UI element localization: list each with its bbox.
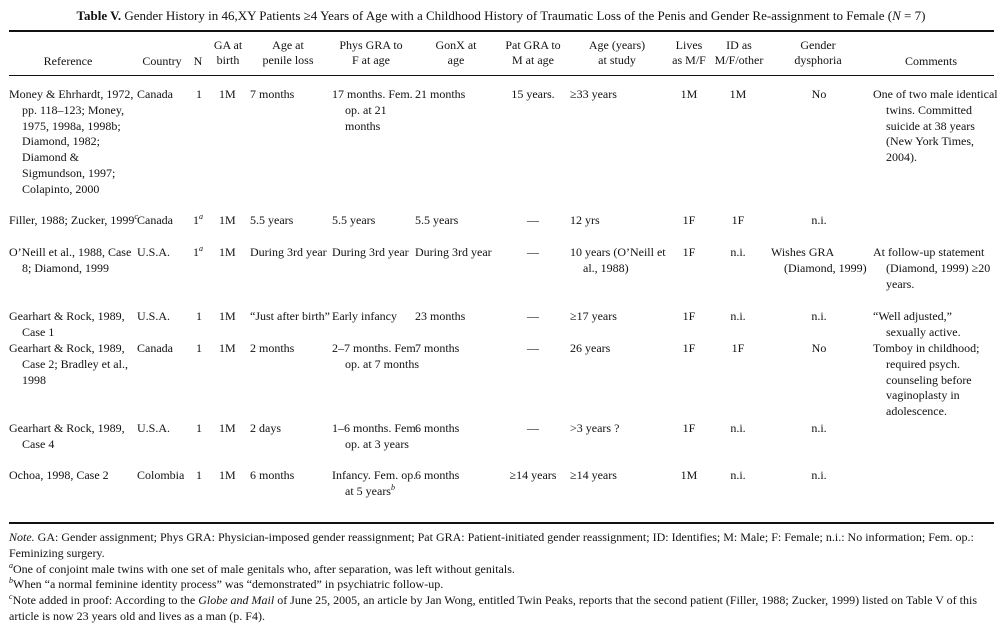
caption-n-symbol: N [892, 8, 901, 23]
footnote-b [9, 577, 995, 593]
cell-n-value: 1 [196, 421, 202, 435]
cell-ga: 1M [219, 421, 236, 435]
cell-country: Canada [137, 87, 173, 101]
cell-ga: 1M [219, 87, 236, 101]
cell-id: n.i. [730, 245, 746, 259]
cell-n-value: 1 [196, 468, 202, 482]
header-id-line1: ID as [726, 38, 752, 52]
footnote-marker-a: a [199, 244, 203, 253]
cell-comments: “Well adjusted,” sexually active. [873, 309, 961, 339]
header-lives-line2: as M/F [672, 53, 706, 67]
cell-lives: 1F [682, 341, 696, 355]
header-dysphoria [774, 38, 862, 68]
cell-n [196, 421, 208, 437]
cell-lives: 1M [680, 468, 698, 482]
cell-country: U.S.A. [137, 421, 171, 435]
table-notes [9, 530, 995, 625]
cell-reference: O’Neill et al., 1988, Case 8; Diamond, 1999 [9, 245, 132, 275]
bottom-rule [9, 522, 994, 524]
cell-gonx: 21 months [415, 87, 466, 101]
cell-dysphoria: Wishes GRA (Diamond, 1999) [771, 245, 867, 275]
cell-n [196, 341, 208, 357]
table-label: Table V. [76, 8, 122, 23]
cell-age-loss: 6 months [250, 468, 295, 482]
cell-age-loss: 2 days [250, 421, 281, 435]
cell-country: Colombia [137, 468, 185, 482]
cell-pat-gra: — [527, 421, 539, 435]
header-pat-gra-line2: M at age [512, 53, 554, 67]
cell-comments: Tomboy in childhood; required psych. counseling before vaginoplasty in adolescence. [873, 341, 980, 419]
header-id [711, 38, 767, 68]
header-n: N [193, 54, 203, 68]
cell-phys-gra: 2–7 months. Fem. op. at 7 months [332, 341, 419, 371]
cell-ga: 1M [219, 245, 236, 259]
cell-id: n.i. [730, 309, 746, 323]
cell-ga: 1M [219, 468, 236, 482]
header-dysphoria-line1: Gender [800, 38, 836, 52]
header-id-line2: M/F/other [714, 53, 764, 67]
cell-pat-gra: 15 years. [511, 87, 555, 101]
header-gonx-line1: GonX at [435, 38, 477, 52]
cell-n [193, 245, 209, 261]
header-ga-line2: birth [216, 53, 240, 67]
cell-reference: Gearhart & Rock, 1989, Case 2; Bradley et al., 1998 [9, 341, 128, 387]
header-age-loss [252, 38, 324, 68]
cell-n-value: 1 [193, 213, 199, 227]
cell-id: 1M [729, 87, 747, 101]
cell-gonx: 23 months [415, 309, 466, 323]
header-phys-gra-line1: Phys GRA to [339, 38, 403, 52]
footnote-marker-c: c [134, 212, 138, 221]
cell-id: 1F [731, 213, 745, 227]
note-text: GA: Gender assignment; Phys GRA: Physician-imposed gender reassignment; Pat GRA: Patient-initiated gender reassignment; ID: Identifies; M: Male; F: Female; n.i.: No information; Fem. op.: Feminizing surgery. [9, 530, 974, 560]
cell-lives: 1F [682, 309, 696, 323]
header-gonx-line2: age [447, 53, 465, 67]
header-phys-gra-line2: F at age [352, 53, 390, 67]
cell-n-value: 1 [196, 341, 202, 355]
cell-gonx: 6 months [415, 468, 460, 482]
cell-gonx: During 3rd year [415, 245, 492, 259]
cell-id: n.i. [730, 468, 746, 482]
cell-phys-gra: 5.5 years [332, 213, 376, 227]
footnote-a [9, 562, 995, 578]
cell-id: n.i. [730, 421, 746, 435]
cell-dysphoria: No [811, 341, 827, 355]
footnote-b-text: When “a normal feminine identity process” was “demonstrated” in psychiatric follow-up. [13, 577, 444, 592]
footnote-marker-a: a [199, 212, 203, 221]
footnote-c-text-2: of June 25, 2005, an article by Jan Wong, entitled Twin Peaks, reports that the second patient (Filler, 1988; Zucker, 1999) listed on Table V of this article is now 23 years old and lives as a man (p. F4). [9, 593, 978, 623]
cell-age-study: ≥14 years [570, 468, 617, 482]
cell-age-study: ≥33 years [570, 87, 617, 101]
footnote-c-mark: c [9, 592, 13, 602]
cell-lives: 1F [682, 245, 696, 259]
header-rule [9, 75, 994, 76]
cell-country: U.S.A. [137, 245, 171, 259]
cell-age-study: 12 yrs [570, 213, 600, 227]
header-gonx [418, 38, 494, 68]
cell-reference [9, 213, 140, 229]
cell-comments: One of two male identical twins. Committed suicide at 38 years (New York Times, 2004). [873, 87, 998, 165]
cell-pat-gra: — [527, 213, 539, 227]
caption-n-value: = 7) [900, 8, 926, 23]
footnote-c [9, 593, 995, 625]
cell-ga: 1M [219, 309, 236, 323]
cell-reference-text: Filler, 1988; Zucker, 1999 [9, 213, 135, 227]
cell-phys-gra [332, 468, 419, 500]
cell-dysphoria: n.i. [811, 213, 827, 227]
cell-reference: Money & Ehrhardt, 1972, pp. 118–123; Money, 1975, 1998a, 1998b; Diamond, 1982; Diamond & Sigmundson, 1997; Colapinto, 2000 [9, 87, 134, 196]
cell-n [196, 309, 208, 325]
header-age-loss-line1: Age at [272, 38, 304, 52]
cell-comments: At follow-up statement (Diamond, 1999) ≥20 years. [873, 245, 991, 291]
cell-reference: Gearhart & Rock, 1989, Case 4 [9, 421, 125, 451]
cell-id: 1F [731, 341, 745, 355]
cell-gonx: 6 months [415, 421, 460, 435]
header-pat-gra-line1: Pat GRA to [505, 38, 561, 52]
cell-n [193, 213, 209, 229]
cell-country: Canada [137, 341, 173, 355]
cell-gonx: 7 months [415, 341, 460, 355]
cell-age-study: 10 years (O’Neill et al., 1988) [570, 245, 666, 275]
cell-dysphoria: n.i. [811, 309, 827, 323]
footnote-marker-b: b [390, 482, 395, 492]
header-dysphoria-line2: dysphoria [794, 53, 842, 67]
cell-age-loss: “Just after birth” [250, 309, 330, 323]
cell-age-study: ≥17 years [570, 309, 617, 323]
cell-n [196, 468, 208, 484]
cell-age-loss: 5.5 years [250, 213, 294, 227]
cell-n-value: 1 [196, 87, 202, 101]
header-ga [208, 38, 248, 68]
cell-pat-gra: — [527, 245, 539, 259]
cell-age-loss: 7 months [250, 87, 295, 101]
cell-lives: 1F [682, 421, 696, 435]
footnote-c-text-1: Note added in proof: According to the [12, 593, 199, 608]
cell-n-value: 1 [193, 245, 199, 259]
cell-lives: 1F [682, 213, 696, 227]
cell-dysphoria: No [811, 87, 827, 101]
cell-age-loss: During 3rd year [250, 245, 327, 259]
cell-phys-gra: 17 months. Fem. op. at 21 months [332, 87, 413, 133]
header-pat-gra [500, 38, 566, 68]
header-age-loss-line2: penile loss [262, 53, 314, 67]
cell-pat-gra: — [527, 341, 539, 355]
cell-reference: Gearhart & Rock, 1989, Case 1 [9, 309, 125, 339]
header-ga-line1: GA at [213, 38, 243, 52]
cell-phys-gra: Early infancy [332, 309, 397, 323]
header-lives-line1: Lives [675, 38, 703, 52]
cell-country: U.S.A. [137, 309, 171, 323]
header-reference: Reference [43, 54, 93, 68]
cell-phys-gra-text: Infancy. Fem. op. at 5 years [332, 468, 417, 498]
top-rule [9, 30, 994, 32]
cell-n [196, 87, 208, 103]
header-age-study-line1: Age (years) [588, 38, 646, 52]
cell-age-study: 26 years [570, 341, 611, 355]
cell-phys-gra: 1–6 months. Fem. op. at 3 years [332, 421, 419, 451]
footnote-a-mark: a [9, 560, 13, 570]
header-age-study [578, 38, 656, 68]
cell-gonx: 5.5 years [415, 213, 459, 227]
cell-dysphoria: n.i. [811, 468, 827, 482]
cell-phys-gra: During 3rd year [332, 245, 409, 259]
cell-age-loss: 2 months [250, 341, 295, 355]
cell-dysphoria: n.i. [811, 421, 827, 435]
table-caption [0, 8, 1002, 24]
footnote-a-text: One of conjoint male twins with one set of male genitals who, after separation, was left without genitals. [13, 561, 515, 576]
cell-n-value: 1 [196, 309, 202, 323]
header-age-study-line2: at study [598, 53, 636, 67]
caption-text: Gender History in 46,XY Patients ≥4 Years of Age with a Childhood History of Traumatic Loss of the Penis and Gender Re-assignment to Female ( [124, 8, 893, 23]
header-phys-gra [332, 38, 410, 68]
cell-pat-gra: ≥14 years [509, 468, 557, 482]
cell-ga: 1M [219, 213, 236, 227]
note-general [9, 530, 995, 562]
cell-country: Canada [137, 213, 173, 227]
cell-pat-gra: — [527, 309, 539, 323]
cell-lives: 1M [680, 87, 698, 101]
cell-age-study: >3 years ? [570, 421, 620, 435]
cell-reference: Ochoa, 1998, Case 2 [9, 468, 109, 482]
header-country: Country [142, 54, 182, 68]
cell-ga: 1M [219, 341, 236, 355]
footnote-c-italic: Globe and Mail [198, 593, 275, 608]
header-lives [668, 38, 710, 68]
footnote-b-mark: b [9, 576, 13, 586]
note-label: Note. [9, 530, 35, 544]
header-comments: Comments [904, 54, 957, 68]
